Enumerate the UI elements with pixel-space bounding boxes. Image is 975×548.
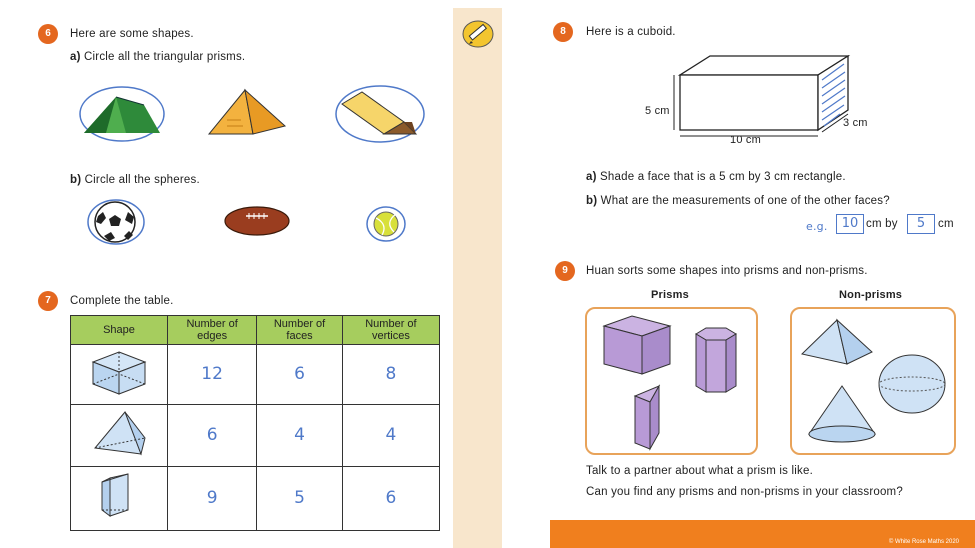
- table-header-row: [71, 316, 440, 345]
- shape-properties-table: [70, 315, 440, 531]
- faces-answer[interactable]: 5: [257, 466, 343, 530]
- q6a-prompt: a) Circle all the triangular prisms.: [70, 51, 246, 63]
- triangular-pyramid-icon: [89, 408, 149, 458]
- q9-find-prompt: Can you find any prisms and non-prisms in your classroom?: [586, 486, 903, 498]
- table-row: [71, 345, 440, 405]
- football-shape[interactable]: [84, 198, 150, 248]
- header-faces: Number of faces: [257, 316, 343, 345]
- q8-intro: Here is a cuboid.: [586, 26, 676, 38]
- cuboid-height-label: 5 cm: [645, 105, 670, 117]
- vertices-answer[interactable]: 6: [342, 466, 439, 530]
- non-prisms-heading: Non-prisms: [839, 289, 903, 301]
- pencil-icon: [461, 19, 495, 49]
- header-vertices: Number of vertices: [342, 316, 439, 345]
- q6b-prompt: b) Circle all the spheres.: [70, 174, 200, 186]
- prisms-heading: Prisms: [651, 289, 689, 301]
- cuboid-depth-label: 3 cm: [843, 117, 868, 129]
- q7-intro: Complete the table.: [70, 295, 174, 307]
- faces-answer[interactable]: 6: [257, 345, 343, 405]
- header-edges: Number of edges: [168, 316, 257, 345]
- tennis-ball-shape[interactable]: [364, 204, 408, 244]
- question-number-9: 9: [555, 261, 575, 281]
- edges-answer[interactable]: 12: [168, 345, 257, 405]
- american-football-shape[interactable]: [222, 205, 292, 237]
- triangular-prism-icon: [94, 470, 144, 522]
- vertices-answer[interactable]: 4: [342, 404, 439, 466]
- unit-cm: cm: [938, 218, 954, 230]
- edges-answer[interactable]: 6: [168, 404, 257, 466]
- cube-icon: [89, 348, 149, 396]
- shape-cell: [71, 345, 168, 405]
- shape-cell: [71, 466, 168, 530]
- prisms-box: [585, 307, 758, 455]
- question-number-7: 7: [38, 291, 58, 311]
- question-number-6: 6: [38, 24, 58, 44]
- q8b-prompt: b) What are the measurements of one of the other faces?: [586, 195, 890, 207]
- non-prisms-box: [790, 307, 956, 455]
- example-note: e.g.: [806, 220, 828, 233]
- prisms-shapes: [587, 309, 756, 453]
- square-pyramid-shape[interactable]: [205, 86, 289, 140]
- edges-answer[interactable]: 9: [168, 466, 257, 530]
- copyright-text: © White Rose Maths 2020: [888, 539, 959, 545]
- shape-cell: [71, 404, 168, 466]
- cheese-prism-shape[interactable]: [332, 82, 428, 146]
- table-row: [71, 466, 440, 530]
- faces-answer[interactable]: 4: [257, 404, 343, 466]
- answer-box-length[interactable]: 10: [836, 214, 864, 234]
- tent-shape[interactable]: [76, 83, 168, 145]
- vertices-answer[interactable]: 8: [342, 345, 439, 405]
- question-number-8: 8: [553, 22, 573, 42]
- header-shape: Shape: [71, 316, 168, 345]
- table-row: [71, 404, 440, 466]
- q9-talk-prompt: Talk to a partner about what a prism is like.: [586, 465, 813, 477]
- q8a-prompt: a) Shade a face that is a 5 cm by 3 cm rectangle.: [586, 171, 846, 183]
- page-spine: [453, 8, 502, 548]
- q6-intro: Here are some shapes.: [70, 28, 194, 40]
- q9-intro: Huan sorts some shapes into prisms and non-prisms.: [586, 265, 868, 277]
- unit-cm-by: cm by: [866, 218, 898, 230]
- non-prisms-shapes: [792, 309, 954, 453]
- footer-bar: [550, 520, 975, 548]
- answer-box-width[interactable]: 5: [907, 214, 935, 234]
- cuboid-length-label: 10 cm: [730, 134, 761, 146]
